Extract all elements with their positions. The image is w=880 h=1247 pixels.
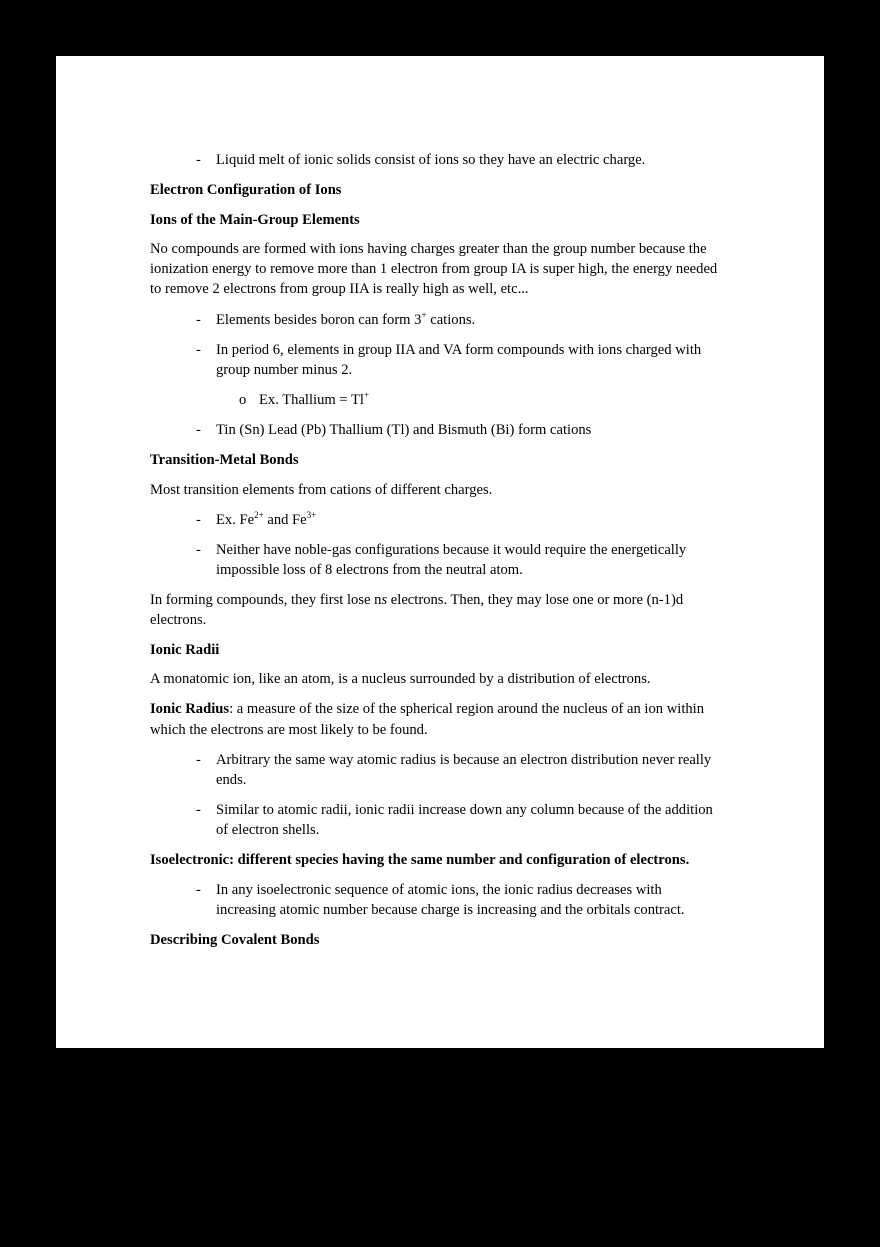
paragraph-line: In forming compounds, they first lose ns electrons. Then, they may lose one or more (n-1)d (150, 592, 684, 608)
bullet-text: Liquid melt of ionic solids consist of ions so they have an electric charge. (216, 152, 646, 168)
bullet-marker: - (196, 312, 201, 328)
bullet-text: Neither have noble-gas configurations because it would require the energetically (216, 542, 687, 558)
superscript: 2+ (254, 510, 264, 520)
heading-isoelectronic: Isoelectronic: different species having the same number and configuration of electrons. (150, 852, 690, 868)
bullet-marker: - (196, 152, 201, 168)
bullet-marker: - (196, 342, 201, 358)
bullet-text: Similar to atomic radii, ionic radii increase down any column because of the addition (216, 802, 713, 818)
bullet-text: In any isoelectronic sequence of atomic ions, the ionic radius decreases with (216, 882, 662, 898)
bullet-text: Arbitrary the same way atomic radius is because an electron distribution never really (216, 752, 712, 768)
sub-bullet-text: Ex. Thallium = Tl+ (259, 390, 370, 408)
bullet-text: Ex. $Fe^{2+}$ and $Fe^{3+}$ (216, 510, 317, 528)
definition-line: which the electrons are most likely to be found. (150, 722, 428, 738)
superscript: + (421, 310, 427, 320)
definition-term: Ionic Radius (150, 701, 230, 717)
heading-electron-configuration: Electron Configuration of Ions (150, 182, 342, 198)
bullet-text: increasing atomic number because charge is increasing and the orbitals contract. (216, 902, 685, 918)
paragraph-line: electrons. (150, 612, 207, 628)
heading-main-group-ions: Ions of the Main-Group Elements (150, 212, 360, 228)
bullet-text: impossible loss of 8 electrons from the neutral atom. (216, 562, 523, 578)
bullet-marker: - (196, 422, 201, 438)
bullet-text: Tin (Sn) Lead (Pb) Thallium (Tl) and Bismuth (Bi) form cations (216, 422, 592, 438)
bullet-marker: - (196, 752, 201, 768)
paragraph-line: No compounds are formed with ions having charges greater than the group number because the (150, 241, 707, 257)
bullet-text: of electron shells. (216, 822, 320, 838)
sub-bullet-marker: o (239, 392, 247, 408)
bullet-text: Elements besides boron can form 3+ cations. (216, 310, 476, 328)
bullet-text: In period 6, elements in group IIA and VA form compounds with ions charged with (216, 342, 702, 358)
bullet-text: group number minus 2. (216, 362, 353, 378)
paragraph-line: to remove 2 electrons from group IIA is really high as well, etc... (150, 281, 529, 297)
bullet-marker: - (196, 882, 201, 898)
definition-line: Ionic Radius: a measure of the size of the spherical region around the nucleus of an ion within (150, 701, 705, 717)
superscript: 3+ (306, 510, 317, 520)
paragraph-line: ionization energy to remove more than 1 electron from group IA is super high, the energy needed (150, 261, 718, 277)
heading-transition-metal-bonds: Transition-Metal Bonds (150, 452, 299, 468)
bullet-marker: - (196, 542, 201, 558)
bullet-marker: - (196, 802, 201, 818)
superscript: + (363, 390, 370, 400)
bullet-text: ends. (216, 772, 247, 788)
heading-covalent-bonds: Describing Covalent Bonds (150, 932, 320, 948)
bullet-marker: - (196, 512, 201, 528)
paragraph-line: Most transition elements from cations of different charges. (150, 482, 493, 498)
heading-ionic-radii: Ionic Radii (150, 642, 220, 658)
paragraph-line: A monatomic ion, like an atom, is a nucleus surrounded by a distribution of electrons. (150, 671, 651, 687)
